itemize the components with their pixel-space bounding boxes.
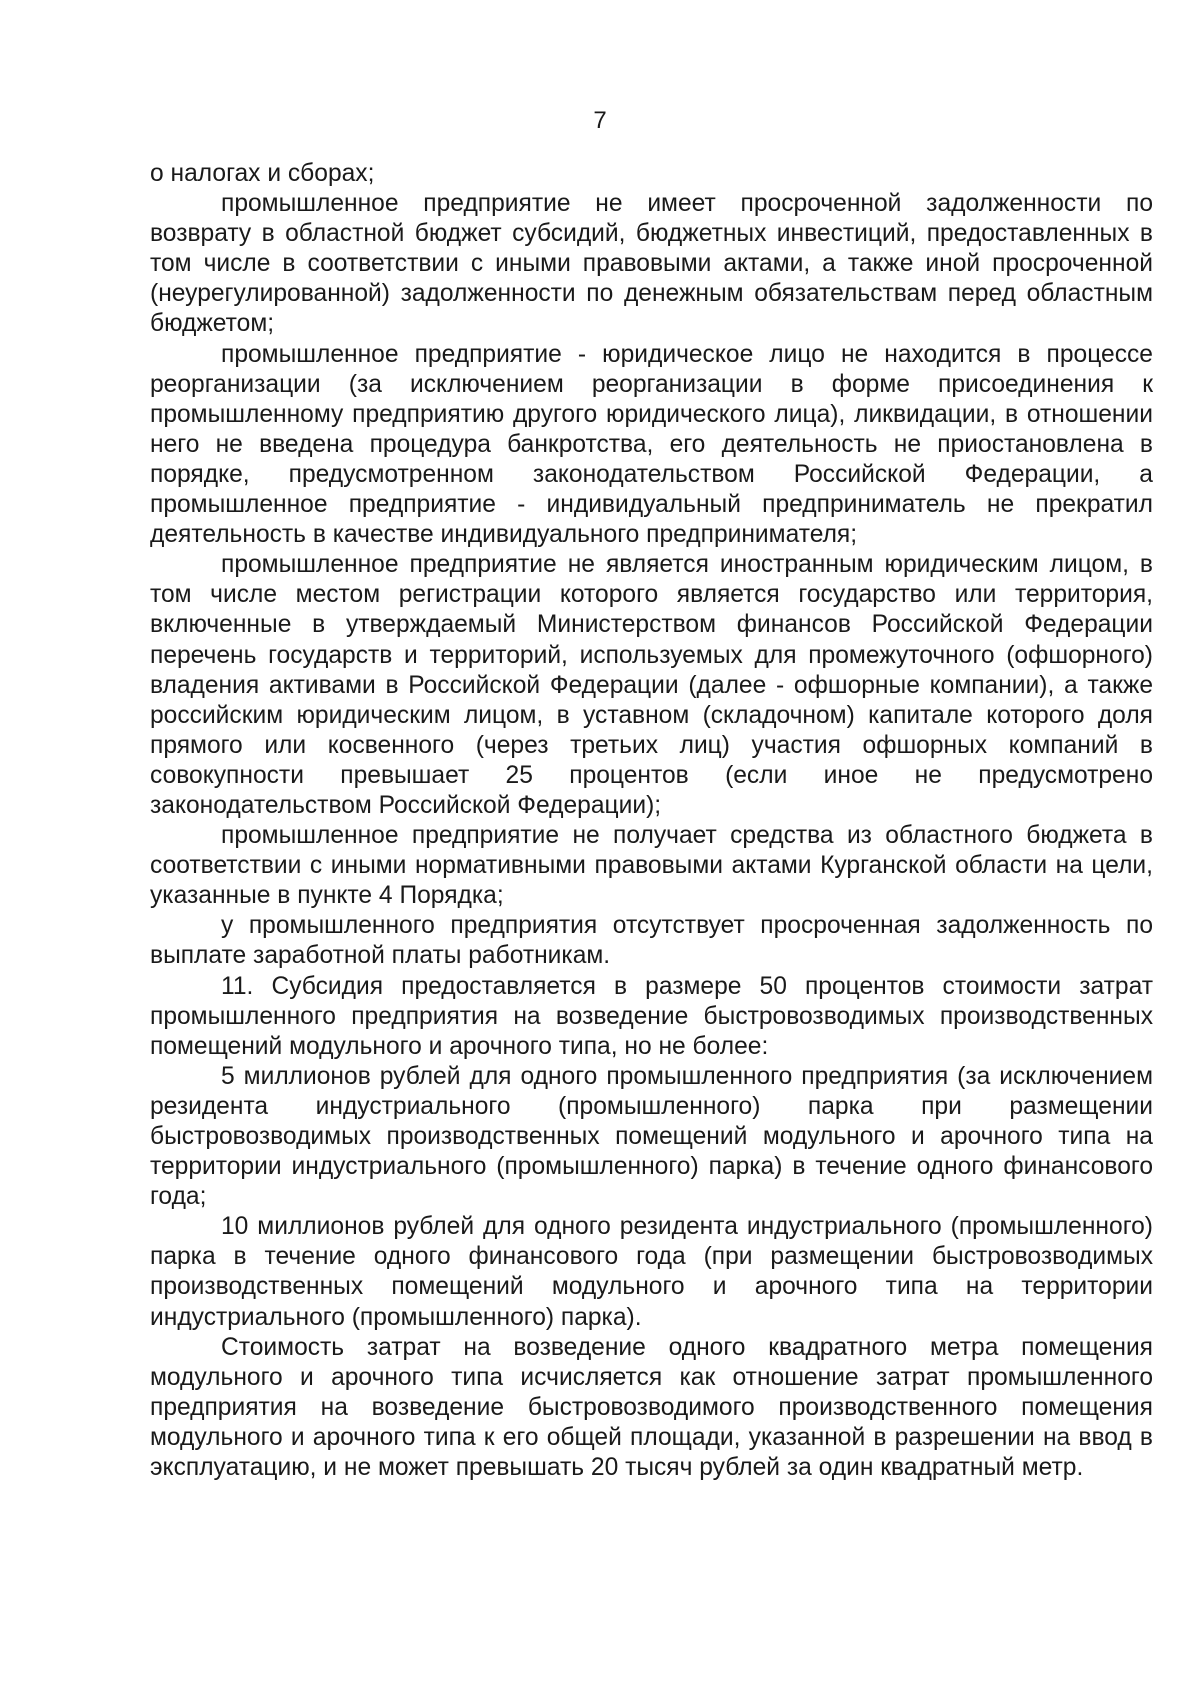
paragraph: 11. Субсидия предоставляется в размере 50 процентов стоимости затрат промышленного предприятия на возведение быстровозводимых производственных помещений модульного и арочного типа, но не более: xyxy=(150,972,1153,1060)
paragraph: у промышленного предприятия отсутствует просроченная задолженность по выплате заработной платы работникам. xyxy=(150,912,1153,970)
document-body xyxy=(150,159,1153,1483)
paragraph: Стоимость затрат на возведение одного квадратного метра помещения модульного и арочного типа исчисляется как отношение затрат промышленного предприятия на возведение быстровозводимого производственного помещения модульного и арочного типа к его общей площади, указанной в разрешении на ввод в эксплуатацию, и не может превышать 20 тысяч рублей за один квадратный метр. xyxy=(150,1333,1153,1482)
paragraph: промышленное предприятие не имеет просроченной задолженности по возврату в областной бюджет субсидий, бюджетных инвестиций, предоставленных в том числе в соответствии с иными правовыми актами, а также иной просроченной (неурегулированной) задолженности по денежным обязательствам перед областным бюджетом; xyxy=(150,190,1153,338)
paragraph: промышленное предприятие не получает средства из областного бюджета в соответствии с иными нормативными правовыми актами Курганской области на цели, указанные в пункте 4 Порядка; xyxy=(150,822,1153,910)
paragraph: промышленное предприятие не является иностранным юридическим лицом, в том числе местом регистрации которого является государство или территория, включенные в утверждаемый Министерством финансов Российской Федерации перечень государств и территорий, используемых для промежуточного (офшорного) владения активами в Российской Федерации (далее - офшорные компании), а также российским юридическим лицом, в уставном (складочном) капитале которого доля прямого или косвенного (через третьих лиц) участия офшорных компаний в совокупности превышает 25 процентов (если иное не предусмотрено законодательством Российской Федерации); xyxy=(150,551,1153,819)
paragraph: 10 миллионов рублей для одного резидента индустриального (промышленного) парка в течение одного финансового года (при размещении быстровозводимых производственных помещений модульного и арочного типа на территории индустриального (промышленного) парка). xyxy=(150,1213,1153,1331)
paragraph: промышленное предприятие - юридическое лицо не находится в процессе реорганизации (за исключением реорганизации в форме присоединения к промышленному предприятию другого юридического лица), ликвидации, в отношении него не введена процедура банкротства, его деятельность не приостановлена в порядке, предусмотренном законодательством Российской Федерации, а промышленное предприятие - индивидуальный предприниматель не прекратил деятельность в качестве индивидуального предпринимателя; xyxy=(150,340,1153,549)
paragraph-continuation: о налогах и сборах; xyxy=(150,160,375,187)
page-number: 7 xyxy=(593,107,607,134)
paragraph: 5 миллионов рублей для одного промышленного предприятия (за исключением резидента индустриального (промышленного) парка при размещении быстровозводимых производственных помещений модульного и арочного типа на территории индустриального (промышленного) парка) в течение одного финансового года; xyxy=(150,1062,1153,1211)
